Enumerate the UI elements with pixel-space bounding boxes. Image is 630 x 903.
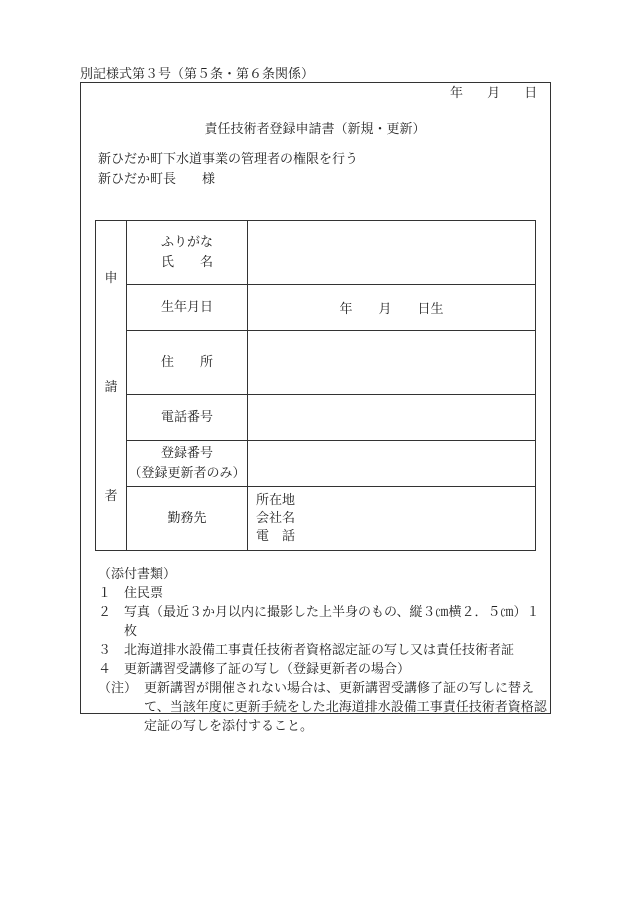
birthdate-label: 生年月日 [127, 285, 248, 331]
attachment-item-2 [98, 603, 548, 641]
attachment-item-3 [98, 641, 548, 660]
workplace-phone-label: 電 話 [256, 528, 296, 544]
addressee-block [98, 150, 358, 190]
registration-number-label [127, 441, 248, 487]
attachment-item-4 [98, 660, 548, 679]
workplace-company-label: 会社名 [256, 510, 296, 526]
workplace-location-label: 所在地 [256, 492, 296, 508]
name-label-text: 氏 名 [160, 254, 213, 270]
attachment-text: 北海道排水設備工事責任技術者資格認定証の写し又は責任技術者証 [124, 643, 515, 658]
address-label: 住 所 [127, 331, 248, 395]
workplace-label: 勤務先 [127, 487, 248, 551]
furigana-label: ふりがな [160, 234, 213, 250]
applicant-side-label [96, 221, 127, 551]
birthdate-field[interactable]: 年 月 日生 [248, 285, 536, 331]
attachment-item-1 [98, 584, 548, 603]
side-char-3: 者 [104, 488, 118, 504]
registration-number-label-text: 登録番号 [160, 445, 213, 461]
phone-label: 電話番号 [127, 395, 248, 441]
renewal-only-note: （登録更新者のみ） [128, 465, 246, 481]
attachment-text: 更新講習受講修了証の写し（登録更新者の場合） [124, 662, 411, 677]
form-number-label: 別記様式第３号（第５条・第６条関係） [80, 67, 315, 82]
attachments-section [98, 565, 548, 736]
attachment-num: ３ [98, 643, 112, 658]
name-label [127, 221, 248, 285]
address-field[interactable] [248, 331, 536, 395]
date-line: 年 月 日 [450, 86, 538, 101]
attachment-num: ４ [98, 662, 112, 677]
side-char-1: 申 [104, 271, 118, 287]
applicant-table [95, 220, 536, 551]
name-field[interactable] [248, 221, 536, 285]
registration-number-field[interactable] [248, 441, 536, 487]
phone-field[interactable] [248, 395, 536, 441]
note-text: 更新講習が開催されない場合は、更新講習受講修了証の写しに替えて、当該年度に更新手続をした北海道排水設備工事責任技術者資格認定証の写しを添付すること。 [144, 681, 547, 734]
attachment-text: 写真（最近３か月以内に撮影した上半身のもの、縦３㎝横２．５㎝）１枚 [124, 605, 540, 639]
side-char-2: 請 [104, 379, 118, 395]
addressee-line-2: 新ひだか町長 様 [98, 172, 216, 187]
document-title: 責任技術者登録申請書（新規・更新） [204, 122, 426, 137]
addressee-line-1: 新ひだか町下水道事業の管理者の権限を行う [98, 152, 359, 167]
attachment-num: ２ [98, 605, 112, 620]
attachment-num: １ [98, 586, 112, 601]
attachment-note [98, 679, 548, 736]
attachment-text: 住民票 [124, 586, 164, 601]
workplace-field[interactable] [248, 487, 536, 551]
note-label: （注） [98, 681, 138, 696]
attachments-heading: （添付書類） [98, 567, 177, 582]
